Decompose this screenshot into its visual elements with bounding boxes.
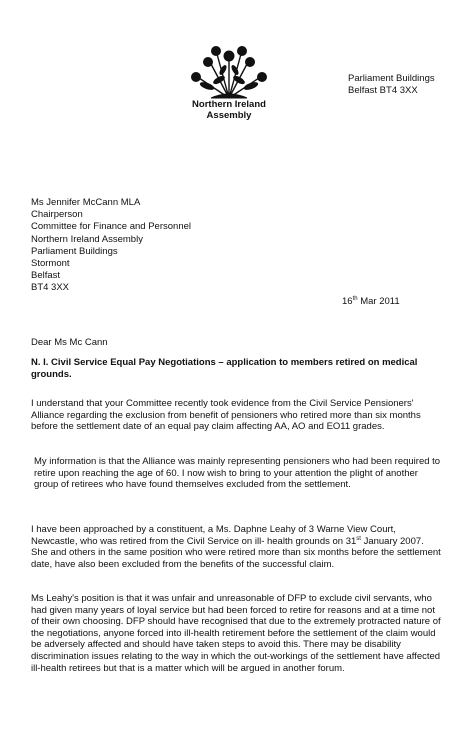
subject-line: N. I. Civil Service Equal Pay Negotiations – application to members retired on medical grounds. — [31, 357, 418, 380]
sender-address-line2: Belfast BT4 3XX — [348, 84, 418, 96]
recipient-organisation: Northern Ireland Assembly — [31, 233, 143, 245]
date-day: 16 — [342, 296, 353, 308]
recipient-postcode: BT4 3XX — [31, 282, 70, 294]
paragraph-3-text-start: I have been approached by a constituent, a Ms. Daphne Leahy of 3 Warne View Court, Newcastle, who was retired from the Civil Service on ill- health grounds on 31 — [31, 524, 396, 547]
sender-address — [348, 73, 435, 96]
organisation-name — [177, 100, 281, 121]
paragraph-2: My information is that the Alliance was mainly representing pensioners who had been required to retire upon reaching the age of 60. I now wish to bring to your attention the plight of another group of retirees who have found themselves excluded from the settlement. — [34, 456, 441, 491]
salutation: Dear Ms Mc Cann — [31, 337, 108, 348]
letter-date — [342, 296, 400, 307]
paragraph-3-text-end: January 2007. She and others in the same position who were retired more than six months before the settlement date, have also been excluded from the benefits of the successful claim. — [31, 535, 441, 570]
organisation-name-line1: Northern Ireland — [192, 99, 266, 110]
recipient-committee: Committee for Finance and Personnel — [31, 221, 191, 233]
recipient-address — [31, 197, 191, 295]
paragraph-4: Ms Leahy's position is that it was unfair and unreasonable of DFP to exclude civil servants, who had given many years of loyal service but had been forced to retire for reasons and at a time not of their own choosing. DFP should have recognised that due to the extremely protracted nature of the negotiations, anyone forced into ill-health retirement before the settlement of the claim would be adversely affected and should have taken steps to avoid this. There may be disability discrimination issues relating to the way in which the out-workings of the settlement have affected ill-health retirees but that is a matter which will be argued in another forum. — [31, 593, 441, 674]
recipient-area: Stormont — [31, 258, 70, 270]
paragraph-3 — [31, 524, 441, 570]
organisation-name-line2: Assembly — [206, 109, 252, 121]
recipient-name: Ms Jennifer McCann MLA — [31, 197, 141, 208]
paragraph-1: I understand that your Committee recently took evidence from the Civil Service Pensioners' Alliance regarding the exclusion from benefit of pensioners who retired more than six months before the settlement date of an equal pay claim affecting AA, AO and EO11 grades. — [31, 398, 421, 433]
sender-address-line1: Parliament Buildings — [348, 73, 435, 84]
recipient-city: Belfast — [31, 270, 61, 282]
recipient-title: Chairperson — [31, 209, 83, 221]
date-rest: Mar 2011 — [357, 296, 400, 308]
recipient-building: Parliament Buildings — [31, 245, 118, 257]
date-suffix: th — [352, 296, 358, 302]
paragraph-3-ordinal: st — [356, 535, 361, 542]
